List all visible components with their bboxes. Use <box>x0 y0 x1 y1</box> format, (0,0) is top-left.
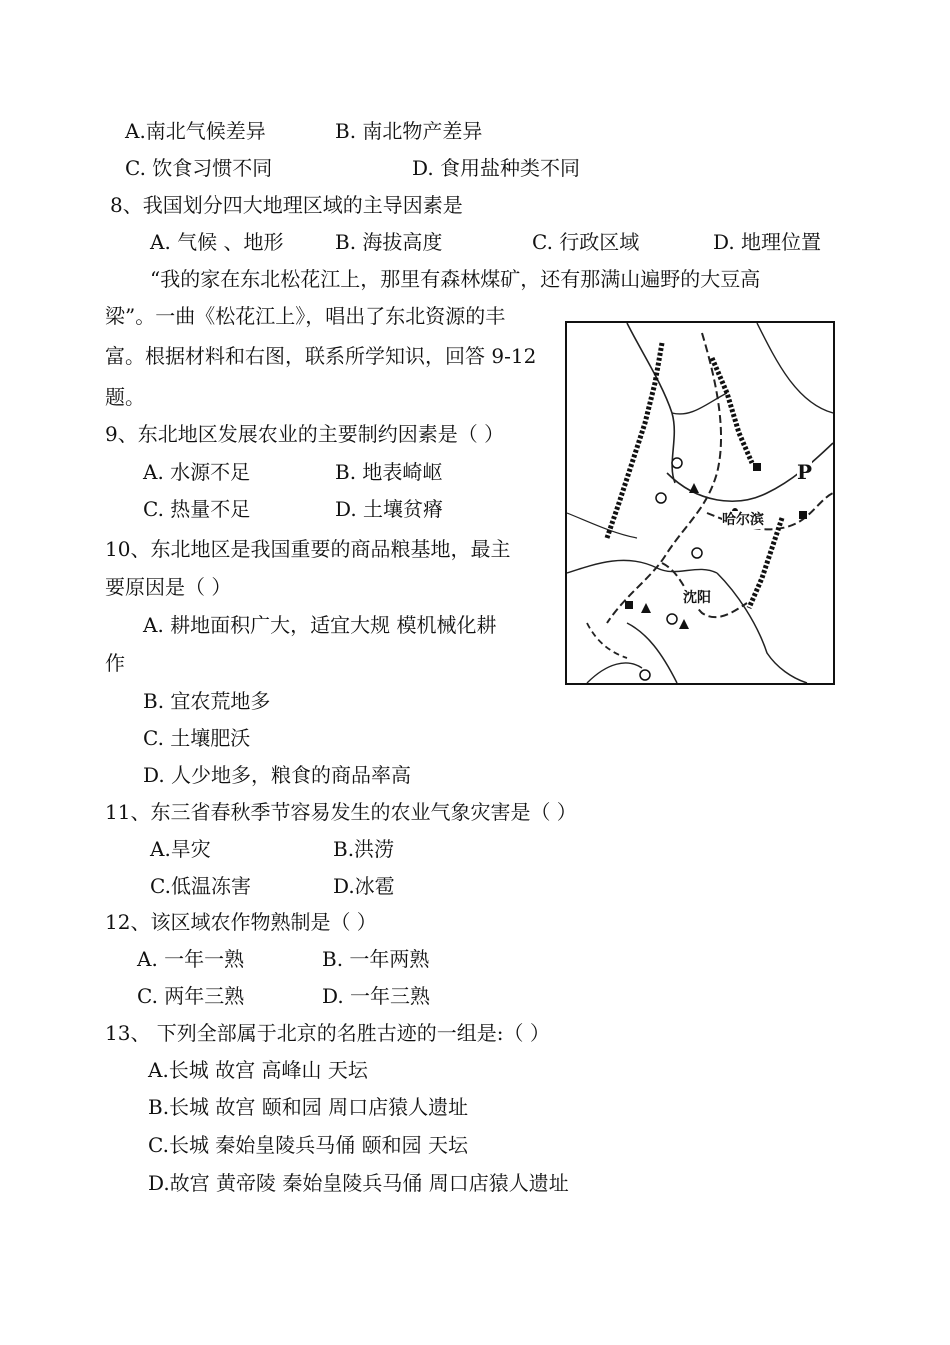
q9-stem: 9、东北地区发展农业的主要制约因素是（ ） <box>105 422 505 446</box>
q12-option-a: A. 一年一熟 <box>137 947 245 971</box>
q11-stem: 11、东三省春秋季节容易发生的农业气象灾害是（ ） <box>105 800 577 824</box>
q8-option-c: C. 行政区域 <box>532 230 640 254</box>
q13-option-a: A.长城 故宫 高峰山 天坛 <box>148 1058 368 1082</box>
passage-line-4: 题。 <box>105 385 145 409</box>
q8-stem: 8、我国划分四大地理区域的主导因素是 <box>110 193 463 217</box>
q9-option-c: C. 热量不足 <box>143 497 251 521</box>
passage-line-2: 梁”。一曲《松花江上》，唱出了东北资源的丰 <box>105 304 506 328</box>
q8-option-b: B. 海拔高度 <box>335 230 443 254</box>
q11-option-b: B.洪涝 <box>333 837 395 861</box>
map-label-p: P <box>797 460 813 484</box>
q7-option-b: B. 南北物产差异 <box>335 119 483 143</box>
q9-option-a: A. 水源不足 <box>143 460 251 484</box>
q8-option-a: A. 气候 、地形 <box>150 230 284 254</box>
map-label-harbin: 哈尔滨 <box>722 512 764 528</box>
q10-stem-line-1: 10、东北地区是我国重要的商品粮基地，最主 <box>105 537 511 561</box>
q12-stem: 12、该区域农作物熟制是（ ） <box>105 910 377 934</box>
q11-option-a: A.旱灾 <box>150 837 211 861</box>
q7-option-a: A.南北气候差异 <box>125 119 266 143</box>
q13-option-c: C.长城 秦始皇陵兵马俑 颐和园 天坛 <box>148 1133 469 1157</box>
q8-option-d: D. 地理位置 <box>713 230 822 254</box>
q11-option-c: C.低温冻害 <box>150 874 251 898</box>
northeast-china-map <box>565 321 835 685</box>
q12-option-b: B. 一年两熟 <box>322 947 430 971</box>
map-graphic <box>567 323 833 683</box>
q9-option-d: D. 土壤贫瘠 <box>335 497 444 521</box>
map-label-shenyang: 沈阳 <box>683 590 711 606</box>
q13-option-b: B.长城 故宫 颐和园 周口店猿人遗址 <box>148 1095 469 1119</box>
passage-line-1: “我的家在东北松花江上，那里有森林煤矿，还有那满山遍野的大豆高 <box>150 267 761 291</box>
q12-option-d: D. 一年三熟 <box>322 984 431 1008</box>
q10-stem-line-2: 要原因是（ ） <box>105 575 232 599</box>
q10-option-c: C. 土壤肥沃 <box>143 726 251 750</box>
q13-stem: 13、 下列全部属于北京的名胜古迹的一组是:（ ） <box>105 1021 550 1045</box>
passage-line-3: 富。根据材料和右图，联系所学知识，回答 9-12 <box>105 344 537 368</box>
q10-option-d: D. 人少地多，粮食的商品率高 <box>143 763 412 787</box>
q7-option-c: C. 饮食习惯不同 <box>125 156 273 180</box>
q12-option-c: C. 两年三熟 <box>137 984 245 1008</box>
q13-option-d: D.故宫 黄帝陵 秦始皇陵兵马俑 周口店猿人遗址 <box>148 1171 569 1195</box>
q10-option-a-line-1: A. 耕地面积广大，适宜大规 模机械化耕 <box>143 613 497 637</box>
q9-option-b: B. 地表崎岖 <box>335 460 443 484</box>
q11-option-d: D.冰雹 <box>333 874 395 898</box>
q10-option-a-line-2: 作 <box>105 651 125 675</box>
q7-option-d: D. 食用盐种类不同 <box>412 156 581 180</box>
q10-option-b: B. 宜农荒地多 <box>143 689 271 713</box>
